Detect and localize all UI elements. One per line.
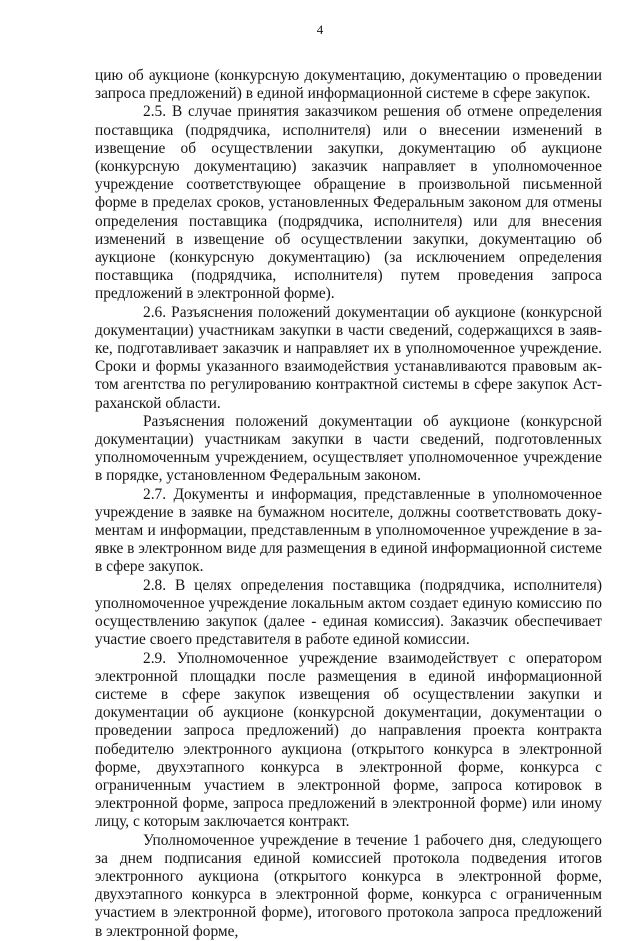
paragraph-2-7: 2.7. Документы и информация, представленные в уполномоченное учреждение в заявке на бумажном носителе, должны соответствовать документам и информации, представленным в уполномоченное учреждение в заявке в электронном виде для размещения в единой информационной системе в сфере закупок. — [95, 485, 602, 576]
page-number: 4 — [316, 22, 324, 37]
paragraph-2-5: 2.5. В случае принятия заказчиком решения об отмене определения поставщика (подрядчика, исполнителя) или о внесении изменений в извещение об осуществлении закупки, документацию об аукционе (конкурсную документацию) заказчик направляет в уполномоченное учреждение соответствующее обращение в произвольной письменной форме в пределах сроков, установленных Федеральным законом для отмены определения поставщика (подрядчика, исполнителя) или для внесения изменений в извещение об осуществлении закупки, документацию об аукционе (конкурсную документацию) (за исключением определения поставщика (подрядчика, исполнителя) путем проведения запроса предложений в электронной форме). — [95, 103, 602, 303]
paragraph-2-9: 2.9. Уполномоченное учреждение взаимодействует с оператором электронной площадки после размещения в единой информационной системе в сфере закупок извещения об осуществлении закупки и документации об аукционе (конкурсной документации, документации о проведении запроса предложений) до направления проекта контракта победителю электронного аукциона (открытого конкурса в электронной форме, двухэтапного конкурса в электронной форме, конкурса с ограниченным участием в электронной форме, запроса котировок в электронной форме, запроса предложений в электронной форме) или иному лицу, с которым заключается контракт. — [95, 649, 602, 831]
paragraph-2-6-clarifications: Разъяснения положений документации об аукционе (конкурсной документации) участникам закупки в части сведений, подготовленных уполномоченным учреждением, осуществляет уполномоченное учреждение в порядке, установленном Федеральным законом. — [95, 412, 602, 485]
paragraph-continuation: цию об аукционе (конкурсную документацию, документацию о проведении запроса предложений) в единой информационной системе в сфере закупок. — [95, 67, 602, 103]
paragraph-2-8: 2.8. В целях определения поставщика (подрядчика, исполнителя) уполномоченное учреждение локальным актом создает единую комиссию по осуществлению закупок (далее - единая комиссия). Заказчик обеспечивает участие своего представителя в работе единой комиссии. — [95, 576, 602, 649]
document-body — [95, 67, 602, 941]
paragraph-2-9-timeline: Уполномоченное учреждение в течение 1 рабочего дня, следующего за днем подписания единой комиссией протокола подведения итогов электронного аукциона (открытого конкурса в электронной форме, двухэтапного конкурса в электронной форме, конкурса с ограниченным участием в электронной форме), итогового протокола запроса предложений в электронной форме, — [95, 831, 602, 940]
paragraph-2-6: 2.6. Разъяснения положений документации об аукционе (конкурсной документации) участникам закупки в части сведений, содержащихся в заявке, подготавливает заказчик и направляет их в уполномоченное учреждение. Сроки и формы указанного взаимодействия устанавливаются правовым актом агентства по регулированию контрактной системы в сфере закупок Астраханской области. — [95, 303, 602, 412]
